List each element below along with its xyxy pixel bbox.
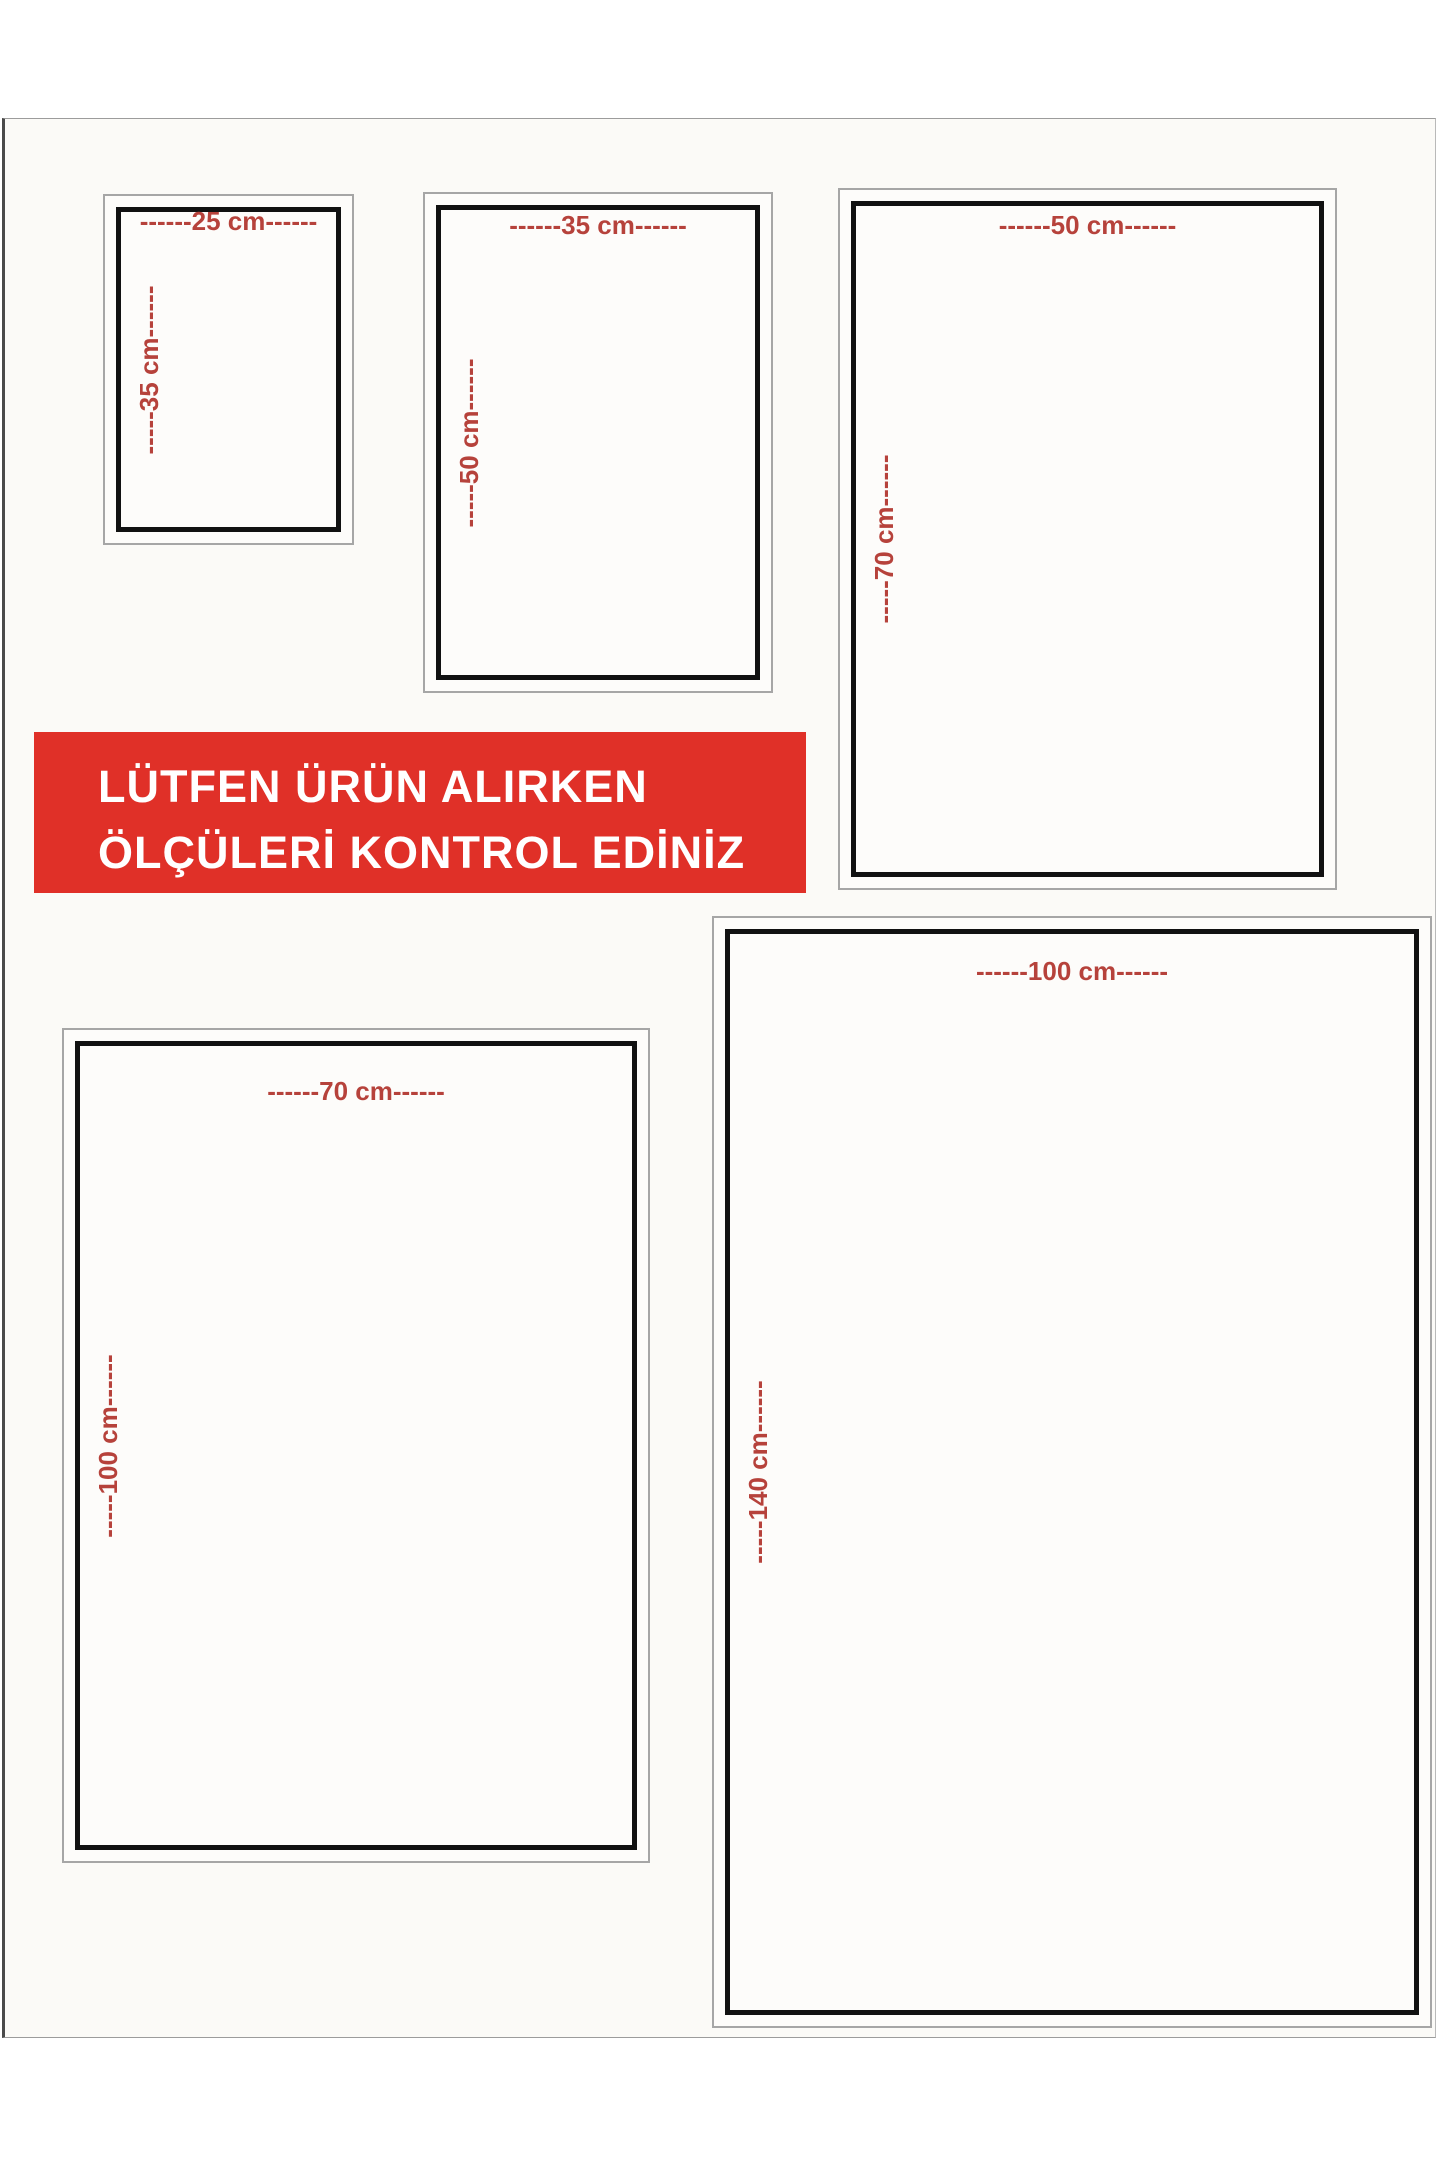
size-box-70x100 bbox=[62, 1028, 650, 1863]
size-box-100x140 bbox=[712, 916, 1432, 2028]
height-dimension-label: -----140 cm------ bbox=[743, 1380, 773, 1564]
width-dimension-label: ------100 cm------ bbox=[975, 956, 1169, 986]
width-dimension-label: ------70 cm------ bbox=[267, 1076, 445, 1106]
size-box-50x70 bbox=[838, 188, 1337, 890]
width-dimension-label: ------25 cm------ bbox=[139, 206, 318, 236]
height-dimension-label: -----70 cm------ bbox=[869, 454, 899, 624]
width-dimension-label: ------35 cm------ bbox=[509, 210, 687, 240]
size-box-35x50-inner bbox=[436, 205, 760, 680]
notice-banner-line-1: LÜTFEN ÜRÜN ALIRKEN bbox=[98, 760, 648, 812]
size-box-50x70-inner bbox=[851, 201, 1324, 877]
height-dimension-label: -----35 cm------ bbox=[134, 285, 164, 454]
notice-banner bbox=[34, 732, 806, 893]
height-dimension-label: -----50 cm------ bbox=[454, 358, 484, 527]
size-box-35x50 bbox=[423, 192, 773, 693]
size-box-70x100-inner bbox=[75, 1041, 637, 1850]
notice-banner-line-2: ÖLÇÜLERİ KONTROL EDİNİZ bbox=[98, 826, 746, 878]
size-box-25x35 bbox=[103, 194, 354, 545]
height-dimension-label: -----100 cm------ bbox=[93, 1353, 123, 1538]
size-box-100x140-inner bbox=[725, 929, 1419, 2015]
width-dimension-label: ------50 cm------ bbox=[998, 210, 1177, 240]
